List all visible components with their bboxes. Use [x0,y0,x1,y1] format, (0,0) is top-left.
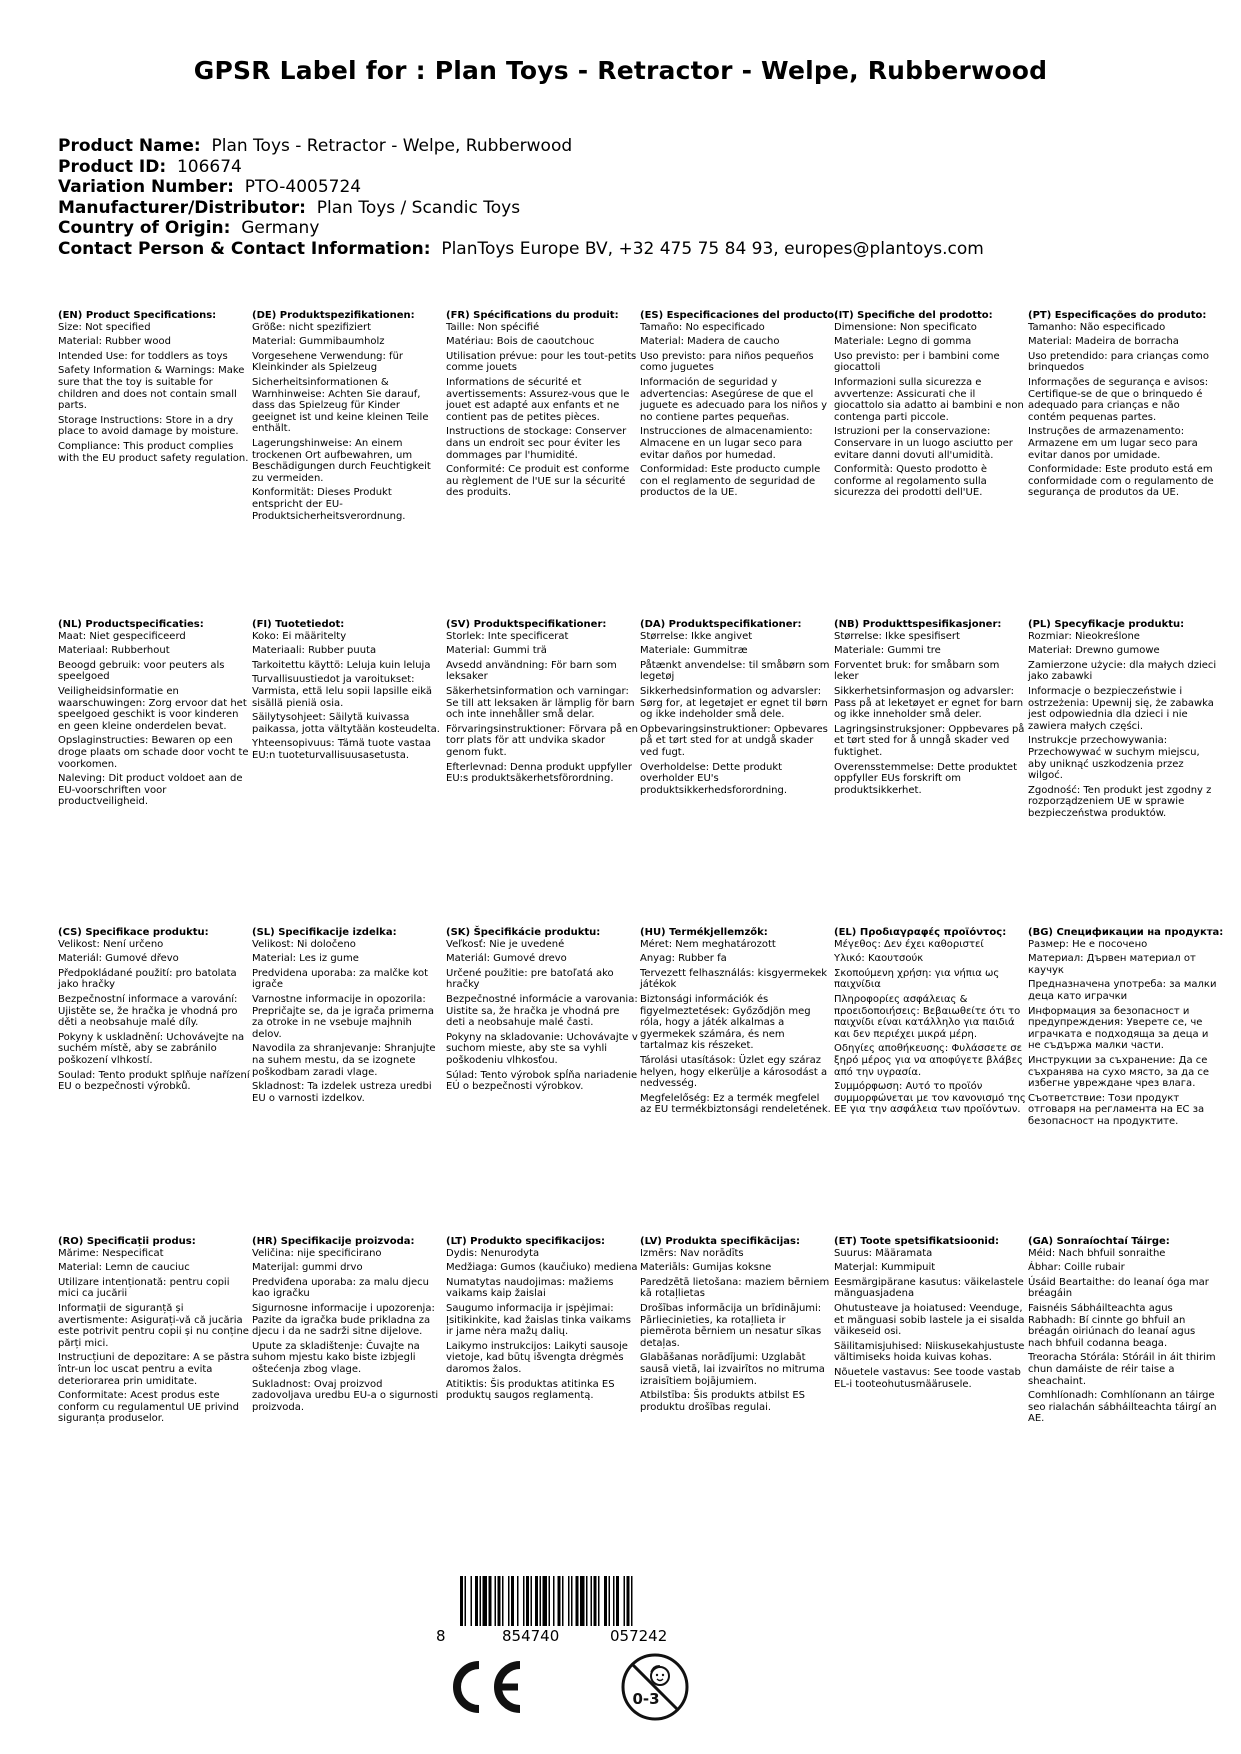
spec-heading: (FR) Spécifications du produit: [446,310,619,321]
spec-line: Treoracha Stórála: Stóráil in áit thirim chun damáiste de réir taise a sheachaint. [1028,1352,1216,1387]
spec-line: Υλικό: Καουτσούκ [834,953,924,965]
spec-line: Izmērs: Nav norādīts [640,1247,744,1259]
spec-line: Conformité: Ce produit est conforme au règlement de l'UE sur la sécurité des produits. [446,464,630,499]
info-key: Product ID: [58,156,167,177]
spec-line: Naleving: Dit product voldoet aan de EU-voorschriften voor productveiligheid. [58,773,243,808]
barcode-digit-left-group: 854740 [502,1627,560,1645]
barcode-bar [523,1576,525,1626]
spec-line: Uso previsto: para niños pequeños como juguetes [640,350,814,374]
spec-line: Οδηγίες αποθήκευσης: Φυλάσσετε σε ξηρό μέρος για να αποφύγετε βλάβες από την υγρασία. [834,1043,1023,1078]
spec-block [252,1236,444,1413]
spec-line: Konformität: Dieses Produkt entspricht der EU-Produktsicherheitsverordnung. [252,487,406,522]
barcode-digit-first: 8 [436,1627,446,1645]
spec-heading: (LT) Produkto specifikacijos: [446,1236,606,1247]
barcode-bar [604,1576,607,1626]
spec-line: Instructions de stockage: Conserver dans un endroit sec pour éviter les dommages par l'humidité. [446,426,627,461]
spec-line: Tamanho: Não especificado [1028,321,1166,333]
spec-line: Material: Rubber wood [58,336,171,348]
spec-line: Předpokládané použití: pro batolata jako hračky [58,967,237,991]
spec-line: Material: Madeira de borracha [1028,336,1179,348]
spec-block [1028,619,1220,820]
spec-line: Koko: Ei määritelty [252,630,347,642]
barcode-bar [580,1576,585,1626]
spec-line: Veiligheidsinformatie en waarschuwingen: Zorg ervoor dat het speelgoed geschikt is voor kinderen en geen kleine onderdelen bevat. [58,685,247,732]
barcode-bar [576,1576,579,1626]
spec-line: Lagringsinstruksjoner: Oppbevares på et tørt sted for å unngå skader ved fuktighet. [834,723,1025,758]
spec-line: Dydis: Nenurodyta [446,1247,540,1259]
product-info [58,136,1198,260]
spec-block [640,619,832,796]
spec-line: Tervezett felhasználás: kisgyermekek játékok [640,967,828,991]
not-for-under-3-icon [620,1652,690,1722]
spec-line: Opbevaringsinstruktioner: Opbevares på et tørt sted for at undgå skader ved fugt. [640,723,828,758]
spec-line: Utilizare intenționată: pentru copii mici ca jucării [58,1276,230,1300]
spec-line: Tamaño: No especificado [640,321,765,333]
spec-line: Comhlíonadh: Comhlíonann an táirge seo rialachán sábháilteachta táirgí an AE. [1028,1390,1217,1425]
spec-line: Bezpečnostní informace a varování: Ujistěte se, že hračka je vhodná pro děti a neobsahuje malé díly. [58,993,238,1029]
barcode-bar [613,1576,615,1626]
info-variation-number [58,177,1198,198]
spec-line: Sukladnost: Ovaj proizvod zadovoljava uredbu EU-a o sigurnosti proizvoda. [252,1378,439,1413]
spec-block [252,619,444,762]
spec-line: Материал: Дървен материал от каучук [1028,953,1196,976]
spec-block [58,310,250,464]
spec-line: Predviđena uporaba: za malu djecu kao igračku [252,1276,429,1300]
spec-line: Materiāls: Gumijas koksne [640,1262,772,1274]
spec-line: Μέγεθος: Δεν έχει καθοριστεί [834,938,984,950]
spec-line: Materiál: Gumové drevo [446,953,567,965]
spec-line: Atbilstība: Šis produkts atbilst ES produktu drošības regulai. [640,1390,806,1413]
spec-line: Instrukcje przechowywania: Przechowywać w suchym miejscu, aby uniknąć uszkodzenia przez wilgoć. [1028,735,1200,782]
spec-line: Material: Madera de caucho [640,336,780,348]
spec-line: Størrelse: Ikke spesifisert [834,630,960,642]
spec-heading: (BG) Спецификации на продукта: [1028,927,1224,938]
barcode-bar [483,1576,488,1626]
spec-line: Saugumo informacija ir įspėjimai: Įsitikinkite, kad žaislas tinka vaikams ir jame nėra mažų dalių. [446,1302,631,1338]
barcode-bar [495,1576,497,1626]
spec-line: Uso pretendido: para crianças como brinquedos [1028,350,1210,374]
info-value: Plan Toys - Retractor - Welpe, Rubberwood [211,136,573,156]
spec-line: Velikost: Není určeno [58,938,164,950]
barcode-bar [616,1576,619,1626]
spec-heading: (ET) Toote spetsifikatsioonid: [834,1236,1000,1247]
spec-block [640,927,832,1116]
spec-line: Súlad: Tento výrobok spĺňa nariadenie EÚ o bezpečnosti výrobkov. [446,1069,638,1093]
barcode-bar [591,1576,593,1626]
barcode-bar [489,1576,492,1626]
spec-line: Matériau: Bois de caoutchouc [446,336,595,348]
spec-line: Ohutusteave ja hoiatused: Veenduge, et mänguasi sobib lastele ja ei sisalda väikeseid osi. [834,1302,1025,1338]
spec-heading: (EN) Product Specifications: [58,310,217,321]
spec-line: Информация за безопасност и предупреждения: Уверете се, че играчката е подходяща за деца и не съдържа малки части. [1028,1005,1209,1052]
spec-heading: (NL) Productspecificaties: [58,619,204,630]
spec-line: Compliance: This product complies with the EU product safety regulation. [58,440,249,464]
spec-line: Πληροφορίες ασφάλειας & προειδοποιήσεις: Βεβαιωθείτε ότι το παιχνίδι είναι κατάλληλο για παιδιά και δεν περιέχει μικρά μέρη. [834,993,1021,1040]
info-key: Manufacturer/Distributor: [58,197,306,218]
spec-heading: (NB) Produkttspesifikasjoner: [834,619,1002,630]
barcode-bar [465,1576,467,1626]
spec-line: Beoogd gebruik: voor peuters als speelgoed [58,659,225,683]
spec-line: Opslaginstructies: Bewaren op een droge plaats om schade door vocht te voorkomen. [58,735,249,770]
barcode-bar [460,1576,463,1626]
spec-line: Συμμόρφωση: Αυτό το προϊόν συμμορφώνεται με τον κανονισμό της ΕΕ για την ασφάλεια των προϊόντων. [834,1081,1026,1116]
barcode-bars [460,1576,700,1626]
info-value: 106674 [176,156,242,177]
spec-line: Megfelelőség: Ez a termék megfelel az EU termékbiztonsági rendeletének. [640,1092,831,1116]
spec-block [834,927,1026,1116]
spec-line: Avsedd användning: För barn som leksaker [446,659,617,683]
spec-block [446,927,638,1093]
spec-line: Velikost: Ni določeno [252,938,356,950]
spec-block [58,1236,250,1425]
spec-block [640,1236,832,1413]
spec-block [252,310,444,522]
spec-block [1028,310,1220,499]
spec-line: Faisnéis Sábháilteachta agus Rabhadh: Bí cinnte go bhfuil an bréagán oiriúnach do leanaí agus nach bhfuil codanna beaga. [1028,1302,1196,1349]
spec-block [834,619,1026,796]
spec-line: Informações de segurança e avisos: Certifique-se de que o brinquedo é adequado para crianças e não contém pequenas partes. [1028,376,1209,423]
ce-mark-icon [446,1657,526,1717]
info-value: PlanToys Europe BV, +32 475 75 84 93, europes@plantoys.com [441,238,984,259]
spec-line: Nõuetele vastavus: See toode vastab EL-i tooteohutusmäärusele. [834,1366,1021,1390]
info-value: Plan Toys / Scandic Toys [316,197,521,218]
spec-line: Sigurnosne informacije i upozorenja: Pazite da igračka bude prikladna za djecu i da ne sadrži sitne dijelove. [252,1302,435,1338]
spec-line: Size: Not specified [58,321,151,333]
barcode-bar [471,1576,473,1626]
info-value: PTO-4005724 [244,177,362,198]
spec-heading: (GA) Sonraíochtaí Táirge: [1028,1236,1170,1247]
barcode-bar [540,1576,542,1626]
spec-heading: (HU) Termékjellemzők: [640,927,768,938]
spec-line: Bezpečnostné informácie a varovania: Uistite sa, že hračka je vhodná pre deti a neobsahuje malé časti. [446,993,638,1029]
page-title: GPSR Label for : Plan Toys - Retractor - Welpe, Rubberwood [193,56,1048,85]
spec-line: Tárolási utasítások: Üzlet egy száraz helyen, hogy elkerülje a károsodást a nedvesség. [640,1054,828,1090]
spec-line: Vorgesehene Verwendung: für Kleinkinder als Spielzeug [252,350,404,374]
spec-block [834,1236,1026,1390]
spec-line: Размер: Не е посочено [1028,938,1148,950]
barcode-bar [598,1576,600,1626]
spec-line: Drošības informācija un brīdinājumi: Pārliecinieties, ka rotaļlieta ir piemērota bērniem un nesatur sīkas detaļas. [640,1302,822,1349]
spec-line: Sikkerhedsinformation og advarsler: Sørg for, at legetøjet er egnet til børn og ikke indeholder små dele. [640,685,828,721]
barcode-bar [562,1576,564,1626]
spec-line: Méret: Nem meghatározott [640,938,776,950]
spec-line: Instruções de armazenamento: Armazene em um lugar seco para evitar danos por umidade. [1028,426,1198,461]
barcode-bar [475,1576,478,1626]
barcode-bar [594,1576,597,1626]
spec-line: Anyag: Rubber fa [640,953,727,965]
spec-line: Úsáid Beartaithe: do leanaí óga mar bréagáin [1028,1276,1209,1300]
spec-line: Numatytas naudojimas: mažiems vaikams kaip žaislai [446,1276,614,1300]
spec-line: Zamierzone użycie: dla małych dzieci jako zabawki [1028,659,1217,683]
spec-line: Säkerhetsinformation och varningar: Se till att leksaken är lämplig för barn och inte innehåller små delar. [446,685,635,721]
spec-line: Materiale: Legno di gomma [834,336,972,348]
spec-line: Material: Les iz gume [252,953,359,965]
spec-line: Biztonsági információk és figyelmeztetések: Győződjön meg róla, hogy a játék alkalmas a gyermekek számára, és nem tartalmaz kis részeket. [640,993,811,1052]
spec-line: Förvaringsinstruktioner: Förvara på en torr plats för att undvika skador genom fukt. [446,723,638,758]
spec-line: Ábhar: Coille rubair [1028,1262,1125,1274]
spec-line: Overensstemmelse: Dette produktet oppfyller EUs forskrift om produktsikkerhet. [834,761,1017,796]
spec-line: Safety Information & Warnings: Make sure that the toy is suitable for children and does not contain small parts. [58,365,245,412]
spec-heading: (SK) Špecifikácie produktu: [446,927,601,938]
spec-block [446,619,638,785]
spec-line: Forventet bruk: for småbarn som leker [834,659,1000,683]
spec-line: Materiaali: Rubber puuta [252,645,377,657]
spec-line: Предназначена употреба: за малки деца като играчки [1028,979,1217,1002]
spec-heading: (LV) Produkta specifikācijas: [640,1236,800,1247]
spec-line: Sikkerhetsinformasjon og advarsler: Pass på at leketøyet er egnet for barn og ikke inneholder små deler. [834,685,1024,721]
spec-line: Informazioni sulla sicurezza e avvertenze: Assicurati che il giocattolo sia adatto ai bambini e non contenga parti piccole. [834,376,1024,423]
spec-line: Yhteensopivuus: Tämä tuote vastaa EU:n tuoteturvallisuusasetusta. [252,738,431,761]
spec-line: Maat: Niet gespecificeerd [58,630,186,642]
spec-heading: (ES) Especificaciones del producto: [640,310,839,321]
barcode-bar [535,1576,538,1626]
barcode [430,1576,730,1646]
spec-heading: (CS) Specifikace produktu: [58,927,209,938]
spec-line: Eesmärgipärane kasutus: väikelastele mänguasjadena [834,1276,1024,1300]
barcode-bar [586,1576,588,1626]
spec-line: Taille: Non spécifié [446,321,540,333]
spec-heading: (HR) Specifikacije proizvoda: [252,1236,415,1247]
spec-line: Turvallisuustiedot ja varoitukset: Varmista, että lelu sopii lapsille eikä sisällä pieniä osia. [252,674,433,709]
barcode-bar [508,1576,510,1626]
spec-line: Materijal: gummi drvo [252,1262,363,1274]
spec-block [446,310,638,499]
spec-heading: (RO) Specificații produs: [58,1236,196,1247]
spec-heading: (DE) Produktspezifikationen: [252,310,415,321]
barcode-bar [631,1576,633,1626]
spec-line: Efterlevnad: Denna produkt uppfyller EU:s produktsäkerhetsförordning. [446,761,632,785]
spec-line: Informations de sécurité et avertissements: Assurez-vous que le jouet est adapté aux enfants et ne contient pas de petites pièces. [446,376,630,423]
barcode-bar [526,1576,529,1626]
spec-line: Skladnost: Ta izdelek ustreza uredbi EU o varnosti izdelkov. [252,1081,432,1104]
spec-line: Určené použitie: pre batoľatá ako hračky [446,967,614,991]
spec-block [58,927,250,1093]
spec-line: Navodila za shranjevanje: Shranjujte na suhem mestu, da se izognete poškodbam zaradi vlage. [252,1043,436,1078]
barcode-bar [624,1576,626,1626]
barcode-bar [553,1576,555,1626]
spec-line: Mărime: Nespecificat [58,1247,164,1259]
spec-line: Dimensione: Non specificato [834,321,977,333]
barcode-bar [543,1576,548,1626]
barcode-bar [511,1576,514,1626]
spec-heading: (EL) Προδιαγραφές προϊόντος: [834,927,1007,938]
spec-heading: (SL) Specifikacije izdelka: [252,927,397,938]
info-key: Variation Number: [58,177,234,198]
spec-line: Instrucțiuni de depozitare: A se păstra într-un loc uscat pentru a evita deteriorarea prin umiditate. [58,1352,250,1387]
spec-line: Glabāšanas norādījumi: Uzglabāt sausā vietā, lai izvairītos no mitruma izraisītiem bojājumiem. [640,1352,825,1387]
info-product-name [58,136,1198,157]
spec-line: Säilitamisjuhised: Niiskusekahjustuste vältimiseks hoida kuivas kohas. [834,1340,1025,1364]
spec-line: Intended Use: for toddlers as toys [58,350,228,362]
spec-line: Materiál: Gumové dřevo [58,953,179,965]
barcode-bar [627,1576,630,1626]
info-key: Contact Person & Contact Information: [58,238,431,259]
info-key: Product Name: [58,136,201,156]
spec-line: Medžiaga: Gumos (kaučiuko) mediena [446,1262,638,1274]
spec-line: Säilytysohjeet: Säilytä kuivassa paikassa, jotta vältytään kosteudelta. [252,712,440,735]
spec-line: Material: Gummi trä [446,645,547,657]
spec-line: Información de seguridad y advertencias: Asegúrese de que el juguete es adecuado para los niños y no contiene partes pequeñas. [640,376,828,423]
spec-line: Zgodność: Ten produkt jest zgodny z rozporządzeniem UE w sprawie bezpieczeństwa produktów. [1028,784,1212,819]
spec-line: Material: Gummibaumholz [252,336,385,348]
spec-line: Pokyny k uskladnění: Uchovávejte na suchém místě, aby se zabránilo poškození vlhkostí. [58,1031,245,1066]
barcode-bar [568,1576,570,1626]
spec-line: Veľkosť: Nie je uvedené [446,938,565,950]
spec-line: Σκοπούμενη χρήση: για νήπια ως παιχνίδια [834,967,1000,991]
spec-line: Storage Instructions: Store in a dry place to avoid damage by moisture. [58,414,239,438]
spec-line: Инструкции за съхранение: Да се съхранява на сухо място, за да се избегне увреждане чрез влага. [1028,1054,1210,1090]
spec-line: Conformidad: Este producto cumple con el reglamento de seguridad de productos de la UE. [640,464,821,499]
spec-line: Predvidena uporaba: za malčke kot igrače [252,967,429,991]
spec-line: Materiaal: Rubberhout [58,645,170,657]
barcode-bar [609,1576,611,1626]
spec-line: Overholdelse: Dette produkt overholder EU's produktsikkerhedsforordning. [640,761,788,796]
spec-line: Materiał: Drewno gumowe [1028,645,1160,657]
spec-block [252,927,444,1104]
spec-block [1028,927,1224,1128]
barcode-bar [549,1576,551,1626]
spec-line: Upute za skladištenje: Čuvajte na suhom mjestu kako biste izbjegli oštećenja zbog vlage. [252,1340,420,1375]
spec-block [446,1236,638,1402]
spec-line: Laikymo instrukcijos: Laikyti sausoje vietoje, kad būtų išvengta drėgmės daromos žalos. [446,1340,628,1375]
spec-line: Materiale: Gummitræ [640,645,748,657]
spec-heading: (PL) Specyfikacje produktu: [1028,619,1185,630]
spec-line: Størrelse: Ikke angivet [640,630,753,642]
spec-heading: (SV) Produktspecifikationer: [446,619,607,630]
spec-heading: (IT) Specifiche del prodotto: [834,310,993,321]
info-country-of-origin [58,218,1198,239]
spec-line: Materiale: Gummi tre [834,645,941,657]
spec-line: Instrucciones de almacenamiento: Almacene en un lugar seco para evitar daños por humedad. [640,426,813,461]
spec-heading: (FI) Tuotetiedot: [252,619,345,630]
spec-line: Utilisation prévue: pour les tout-petits comme jouets [446,350,637,374]
barcode-bar [571,1576,573,1626]
spec-block [640,310,839,499]
barcode-bar [517,1576,519,1626]
barcode-digit-right-group: 057242 [610,1627,668,1645]
spec-line: Conformità: Questo prodotto è conforme al regolamento sulla sicurezza dei prodotti dell'UE. [834,464,988,499]
barcode-bar [531,1576,533,1626]
spec-line: Soulad: Tento produkt splňuje nařízení EU o bezpečnosti výrobků. [58,1069,250,1093]
spec-line: Conformidade: Este produto está em conformidade com o regulamento de segurança de produtos da UE. [1028,464,1214,499]
barcode-bar [498,1576,501,1626]
spec-line: Conformitate: Acest produs este conform cu regulamentul UE privind siguranța produselor. [58,1390,239,1425]
info-product-id [58,157,1198,178]
spec-line: Material: Lemn de cauciuc [58,1262,190,1274]
spec-line: Informacje o bezpieczeństwie i ostrzeżenia: Upewnij się, że zabawka jest odpowiednia dla dzieci i nie zawiera małych części. [1028,685,1214,732]
spec-line: Suurus: Määramata [834,1247,933,1259]
spec-line: Lagerungshinweise: An einem trockenen Ort aufbewahren, um Beschädigungen durch Feuchtigkeit zu vermeiden. [252,437,431,484]
spec-line: Tarkoitettu käyttö: Leluja kuin leluja [252,659,431,671]
spec-line: Pokyny na skladovanie: Uchovávajte v suchom mieste, aby ste sa vyhli poškodeniu vlhkosťou. [446,1031,638,1066]
info-value: Germany [241,218,320,239]
spec-line: Sicherheitsinformationen & Warnhinweise: Achten Sie darauf, dass das Spielzeug für Kinder geeignet ist und keine kleinen Teile enthält. [252,376,429,435]
barcode-bar [502,1576,504,1626]
spec-line: Rozmiar: Nieokreślone [1028,630,1140,642]
spec-line: Съответствие: Този продукт отговаря на регламента на ЕС за безопасност на продуктите. [1028,1092,1205,1127]
spec-heading: (DA) Produktspecifikationer: [640,619,802,630]
spec-line: Veličina: nije specificirano [252,1247,382,1259]
age-label: 0-3 [632,1690,660,1708]
spec-line: Istruzioni per la conservazione: Conservare in un luogo asciutto per evitare danni dovuti all'umidità. [834,426,1013,461]
spec-line: Méid: Nach bhfuil sonraithe [1028,1247,1166,1259]
spec-line: Storlek: Inte specificerat [446,630,569,642]
spec-line: Materjal: Kummipuit [834,1262,936,1274]
spec-line: Uso previsto: per i bambini come giocattoli [834,350,1000,374]
info-key: Country of Origin: [58,218,231,239]
spec-line: Paredzētā lietošana: maziem bērniem kā rotaļlietas [640,1276,830,1300]
spec-heading: (PT) Especificações do produto: [1028,310,1207,321]
info-manufacturer [58,198,1198,219]
spec-block [58,619,250,808]
spec-line: Atitiktis: Šis produktas atitinka ES produktų saugos reglamentą. [446,1378,615,1402]
barcode-bar [480,1576,482,1626]
info-contact [58,239,1198,260]
spec-line: Größe: nicht spezifiziert [252,321,372,333]
spec-line: Varnostne informacije in opozorila: Prepričajte se, da je igrača primerna za otroke in ne vsebuje majhnih delov. [252,993,434,1040]
spec-line: Påtænkt anvendelse: til småbørn som legetøj [640,659,830,683]
spec-block [1028,1236,1220,1425]
spec-block [834,310,1026,499]
barcode-bar [558,1576,561,1626]
spec-line: Informații de siguranță și avertismente: Asigurați-vă că jucăria este potrivit pentru copii și nu conține părți mici. [58,1302,249,1349]
